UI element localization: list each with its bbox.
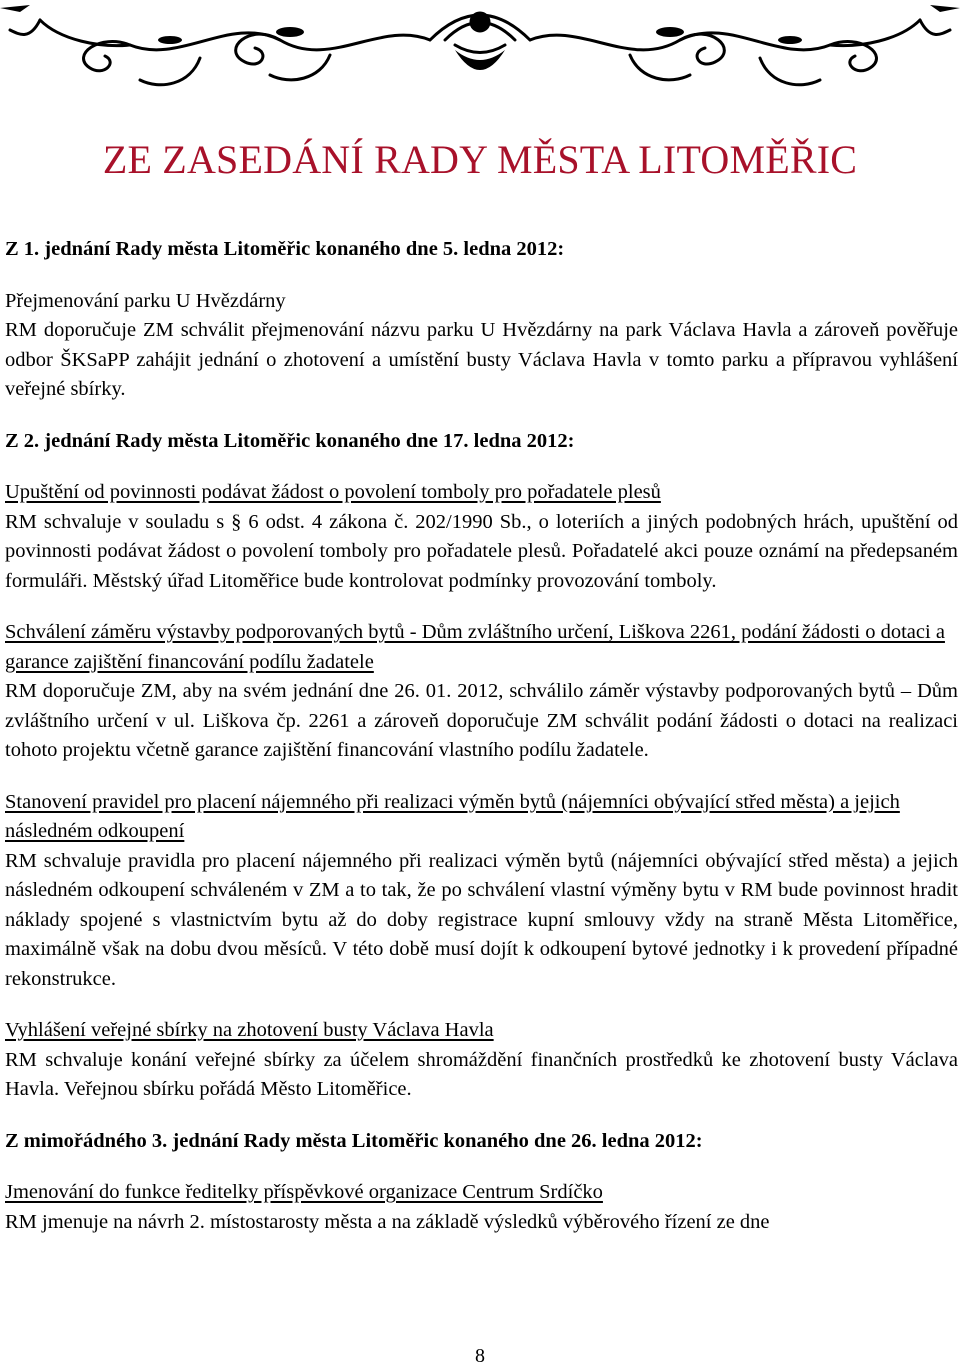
item-topic: Jmenování do funkce ředitelky příspěvkové organizace Centrum Srdíčko <box>5 1181 603 1203</box>
item-text: RM jmenuje na návrh 2. místostarosty města a na základě výsledků výběrového řízení ze dne <box>5 1210 770 1233</box>
page-number: 8 <box>475 1345 485 1367</box>
document-body <box>5 235 958 1237</box>
meeting-heading: Z 1. jednání Rady města Litoměřic konaného dne 5. ledna 2012: <box>5 238 565 260</box>
item-text: RM schvaluje v souladu s § 6 odst. 4 zákona č. 202/1990 Sb., o loteriích a jiných podobných hrách, upuštění od povinnosti podávat žádost o povolení tomboly pro pořadatele plesů. Pořadatelé akci pouze oznámí na předepsaném formuláři. Městský úřad Litoměřice bude kontrolovat podmínky provozování tomboly. <box>5 510 958 592</box>
item-topic: Vyhlášení veřejné sbírky na zhotovení busty Václava Havla <box>5 1019 494 1041</box>
meeting-heading: Z mimořádného 3. jednání Rady města Litoměřic konaného dne 26. ledna 2012: <box>5 1129 703 1152</box>
item-topic: Přejmenování parku U Hvězdárny <box>5 289 286 312</box>
item-topic: Upuštění od povinnosti podávat žádost o povolení tomboly pro pořadatele plesů <box>5 481 661 503</box>
item-text: RM schvaluje konání veřejné sbírky za účelem shromáždění finančních prostředků ke zhotovení busty Václava Havla. Veřejnou sbírku pořádá Město Litoměřice. <box>5 1048 958 1100</box>
item-text: RM schvaluje pravidla pro placení nájemného při realizaci výměn bytů (nájemníci obývající střed města) a jejich následném odkoupení schváleném v ZM a to tak, že po schválení vlastní výměny bytu v RM bude povinnost hradit náklady spojené s vlastnictvím bytu až do doby registrace kupní smlouvy vždy na straně Města Litoměřice, maximálně však na dobu dvou měsíců. V této době musí dojít k odkoupení bytové jednotky i k provedení případné rekonstrukce. <box>5 849 958 990</box>
meeting-heading: Z 2. jednání Rady města Litoměřic konaného dne 17. ledna 2012: <box>5 429 575 452</box>
item-text: RM doporučuje ZM, aby na svém jednání dne 26. 01. 2012, schválilo záměr výstavby podporovaných bytů – Dům zvláštního určení v ul. Liškova čp. 2261 a zároveň doporučuje ZM schválit podání žádosti o dotaci na realizaci tohoto projektu včetně garance zajištění financování vlastního podílu žadatele. <box>5 680 958 761</box>
page-title: ZE ZASEDÁNÍ RADY MĚSTA LITOMĚŘIC <box>102 137 858 182</box>
decorative-ornament <box>0 0 960 110</box>
item-topic: Stanovení pravidel pro placení nájemného při realizaci výměn bytů (nájemníci obývající střed města) a jejich následném odkoupení <box>5 790 900 842</box>
item-topic: Schválení záměru výstavby podporovaných bytů - Dům zvláštního určení, Liškova 2261, podání žádosti o dotaci a garance zajištění financování podílu žadatele <box>5 621 945 673</box>
item-text: RM doporučuje ZM schválit přejmenování názvu parku U Hvězdárny na park Václava Havla a zároveň pověřuje odbor ŠKSaPP zahájit jednání o zhotovení a umístění busty Václava Havla v tomto parku a přípravou vyhlášení veřejné sbírky. <box>5 319 958 400</box>
